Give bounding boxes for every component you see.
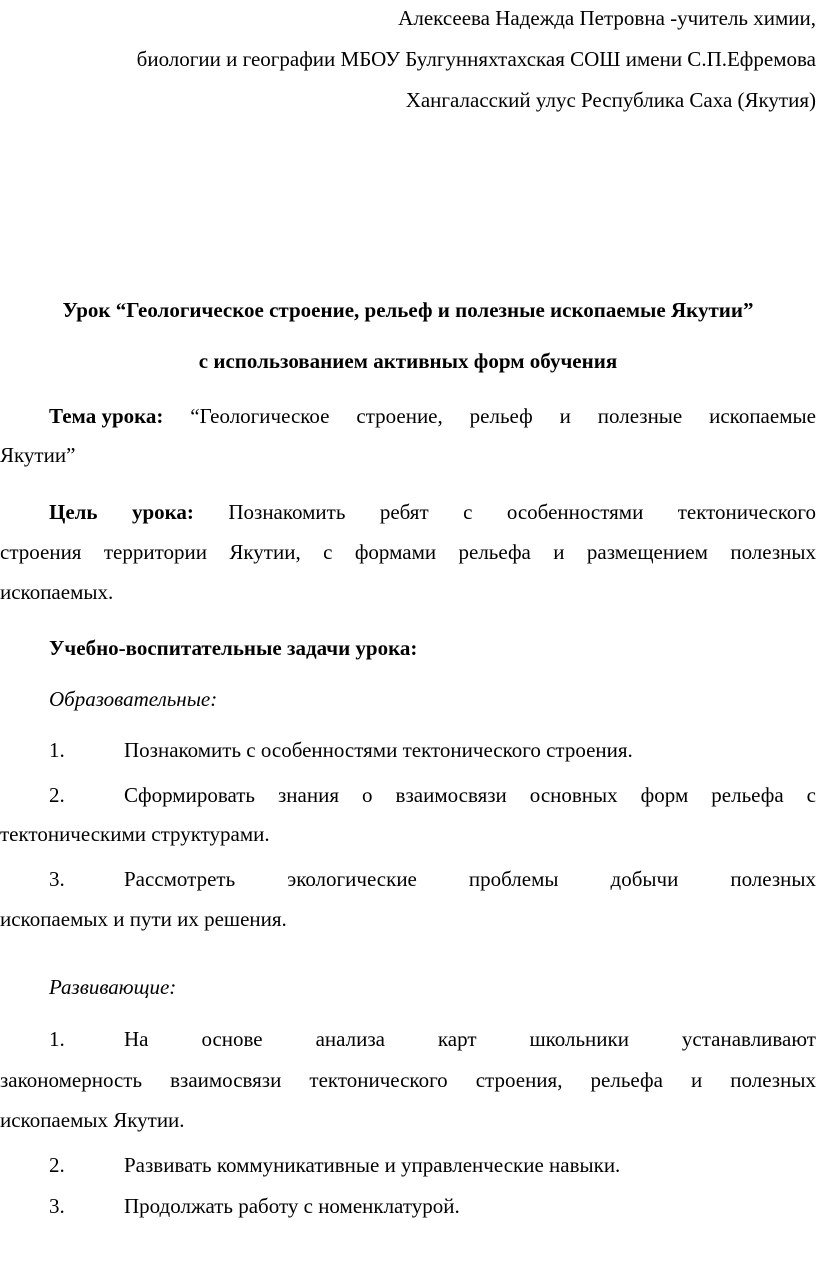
lesson-title: Урок “Геологическое строение, рельеф и полезные ископаемые Якутии” [62, 298, 754, 322]
tasks-heading: Учебно-воспитательные задачи урока: [49, 636, 418, 660]
school-line: биологии и географии МБОУ Булгунняхтахская СОШ имени С.П.Ефремова [136, 47, 816, 71]
dev-item-2-num: 2. [49, 1153, 65, 1177]
edu-item-3-cont: ископаемых и пути их решения. [0, 907, 287, 931]
goal-line-2: строения территории Якутии, с формами рельефа и размещением полезных [0, 540, 816, 564]
author-line: Алексеева Надежда Петровна -учитель химии, [398, 6, 816, 30]
edu-item-2-num: 2. [49, 783, 65, 807]
lesson-subtitle: с использованием активных форм обучения [198, 349, 618, 373]
developmental-heading: Развивающие: [49, 975, 177, 999]
topic-continuation: Якутии” [0, 443, 76, 467]
edu-item-3-text: Рассмотреть экологические проблемы добычи полезных [124, 867, 816, 891]
goal-label-1: Цель [49, 500, 98, 524]
edu-item-2-text: Сформировать знания о взаимосвязи основных форм рельефа с [124, 783, 816, 807]
topic-line: Тема урока: “Геологическое строение, рельеф и полезные ископаемые [49, 404, 816, 428]
dev-item-2-text: Развивать коммуникативные и управленческие навыки. [124, 1153, 621, 1177]
dev-item-1-num: 1. [49, 1027, 65, 1051]
goal-line-3: ископаемых. [0, 580, 114, 604]
dev-item-3-text: Продолжать работу с номенклатурой. [124, 1194, 460, 1218]
edu-item-3-num: 3. [49, 867, 65, 891]
dev-item-1-line-2: закономерность взаимосвязи тектонического строения, рельефа и полезных [0, 1068, 816, 1092]
dev-item-1-cont: ископаемых Якутии. [0, 1108, 185, 1132]
dev-item-3-num: 3. [49, 1194, 65, 1218]
edu-item-1-num: 1. [49, 738, 65, 762]
edu-item-2-cont: тектоническими структурами. [0, 822, 270, 846]
edu-item-1-text: Познакомить с особенностями тектонического строения. [124, 738, 633, 762]
educational-heading: Образовательные: [49, 687, 218, 711]
topic-label: Тема урока: [49, 404, 164, 428]
region-line: Хангаласский улус Республика Саха (Якутия) [405, 88, 816, 112]
goal-line: Цель урока: Познакомить ребят с особенностями тектонического [49, 500, 816, 524]
goal-label-2: урока: [131, 500, 194, 524]
dev-item-1-text: На основе анализа карт школьники устанавливают [124, 1027, 816, 1051]
